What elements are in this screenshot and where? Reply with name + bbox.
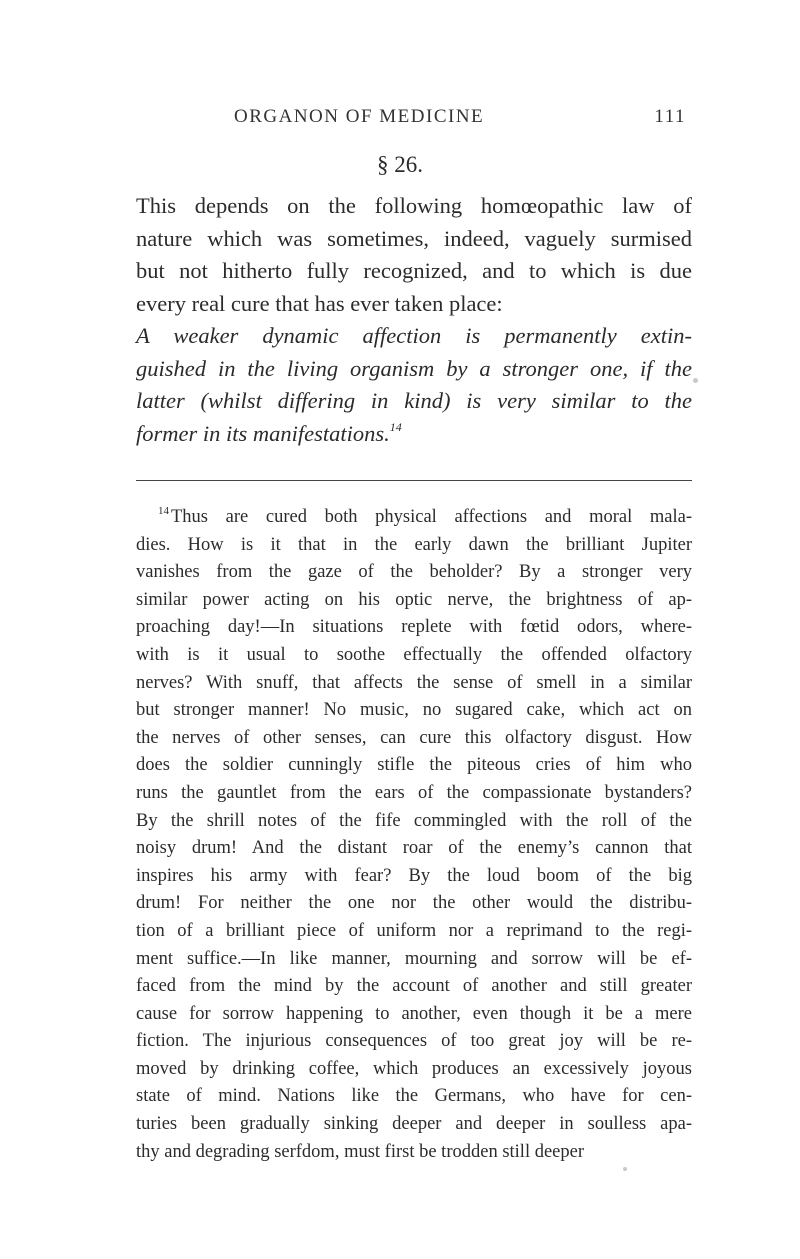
footnote-line: cause for sorrow happening to another, even though it be a mere [136, 1003, 692, 1024]
paragraph-line: This depends on the following homœopathic law of [136, 193, 692, 218]
footnote-number: 14 [158, 505, 169, 517]
footnote-line: runs the gauntlet from the ears of the compassionate bystanders? [136, 782, 692, 803]
paragraph-line: nature which was sometimes, indeed, vaguely surmised [136, 225, 692, 251]
law-statement-line: guished in the living organism by a stronger one, if the [136, 355, 692, 381]
footnote-line: dies. How is it that in the early dawn the brilliant Jupiter [136, 534, 692, 555]
law-statement-text: former in its manifestations. [136, 420, 390, 446]
running-head [234, 106, 686, 130]
footnote-line [136, 504, 692, 532]
footnote-line: tion of a brilliant piece of uniform nor a reprimand to the regi- [136, 920, 692, 941]
footnote-reference[interactable]: 14 [389, 419, 402, 434]
footnote-line: but stronger manner! No music, no sugared cake, which act on [136, 700, 692, 721]
footnote-line: drum! For neither the one nor the other would the distribu- [136, 893, 692, 914]
footnote-line: nerves? With snuff, that affects the sense of smell in a similar [136, 672, 692, 693]
paragraph-line: but not hitherto fully recognized, and to which is due [136, 258, 692, 283]
footnote [136, 504, 692, 1166]
law-statement-line [136, 418, 692, 451]
footnote-line: similar power acting on his optic nerve, the brightness of ap- [136, 589, 692, 610]
footnote-line: inspires his army with fear? By the loud boom of the big [136, 865, 692, 886]
law-statement-line: A weaker dynamic affection is permanently extin- [136, 323, 692, 348]
footnote-line: fiction. The injurious consequences of too great joy will be re- [136, 1031, 692, 1052]
print-speck [623, 1167, 627, 1171]
footnote-rule [136, 480, 692, 481]
footnote-line: ment suffice.—In like manner, mourning and sorrow will be ef- [136, 948, 692, 969]
section-heading: § 26. [377, 152, 423, 177]
print-speck [693, 378, 698, 383]
footnote-line: faced from the mind by the account of another and still greater [136, 976, 692, 997]
paragraph-line: every real cure that has ever taken place: [136, 290, 503, 316]
footnote-line: By the shrill notes of the fife commingled with the roll of the [136, 810, 692, 831]
footnote-line: noisy drum! And the distant roar of the enemy’s cannon that [136, 838, 692, 859]
footnote-line: vanishes from the gaze of the beholder? By a stronger very [136, 562, 692, 583]
footnote-line: moved by drinking coffee, which produces an excessively joyous [136, 1058, 692, 1079]
footnote-line: state of mind. Nations like the Germans, who have for cen- [136, 1086, 692, 1107]
footnote-line: the nerves of other senses, can cure this olfactory disgust. How [136, 727, 692, 748]
footnote-line: with is it usual to soothe effectually the offended olfactory [136, 644, 692, 665]
law-statement-line: latter (whilst differing in kind) is very similar to the [136, 388, 692, 413]
running-title: ORGANON OF MEDICINE [234, 106, 485, 127]
main-paragraph [136, 190, 692, 450]
footnote-line: turies been gradually sinking deeper and deeper in soulless apa- [136, 1114, 692, 1135]
footnote-line: proaching day!—In situations replete with fœtid odors, where- [136, 617, 692, 638]
footnote-line: does the soldier cunningly stifle the piteous cries of him who [136, 755, 692, 776]
footnote-line-text: Thus are cured both physical affections and moral mala- [171, 507, 692, 527]
footnote-line: thy and degrading serfdom, must first be trodden still deeper [136, 1141, 585, 1162]
page-number: 111 [654, 106, 686, 127]
